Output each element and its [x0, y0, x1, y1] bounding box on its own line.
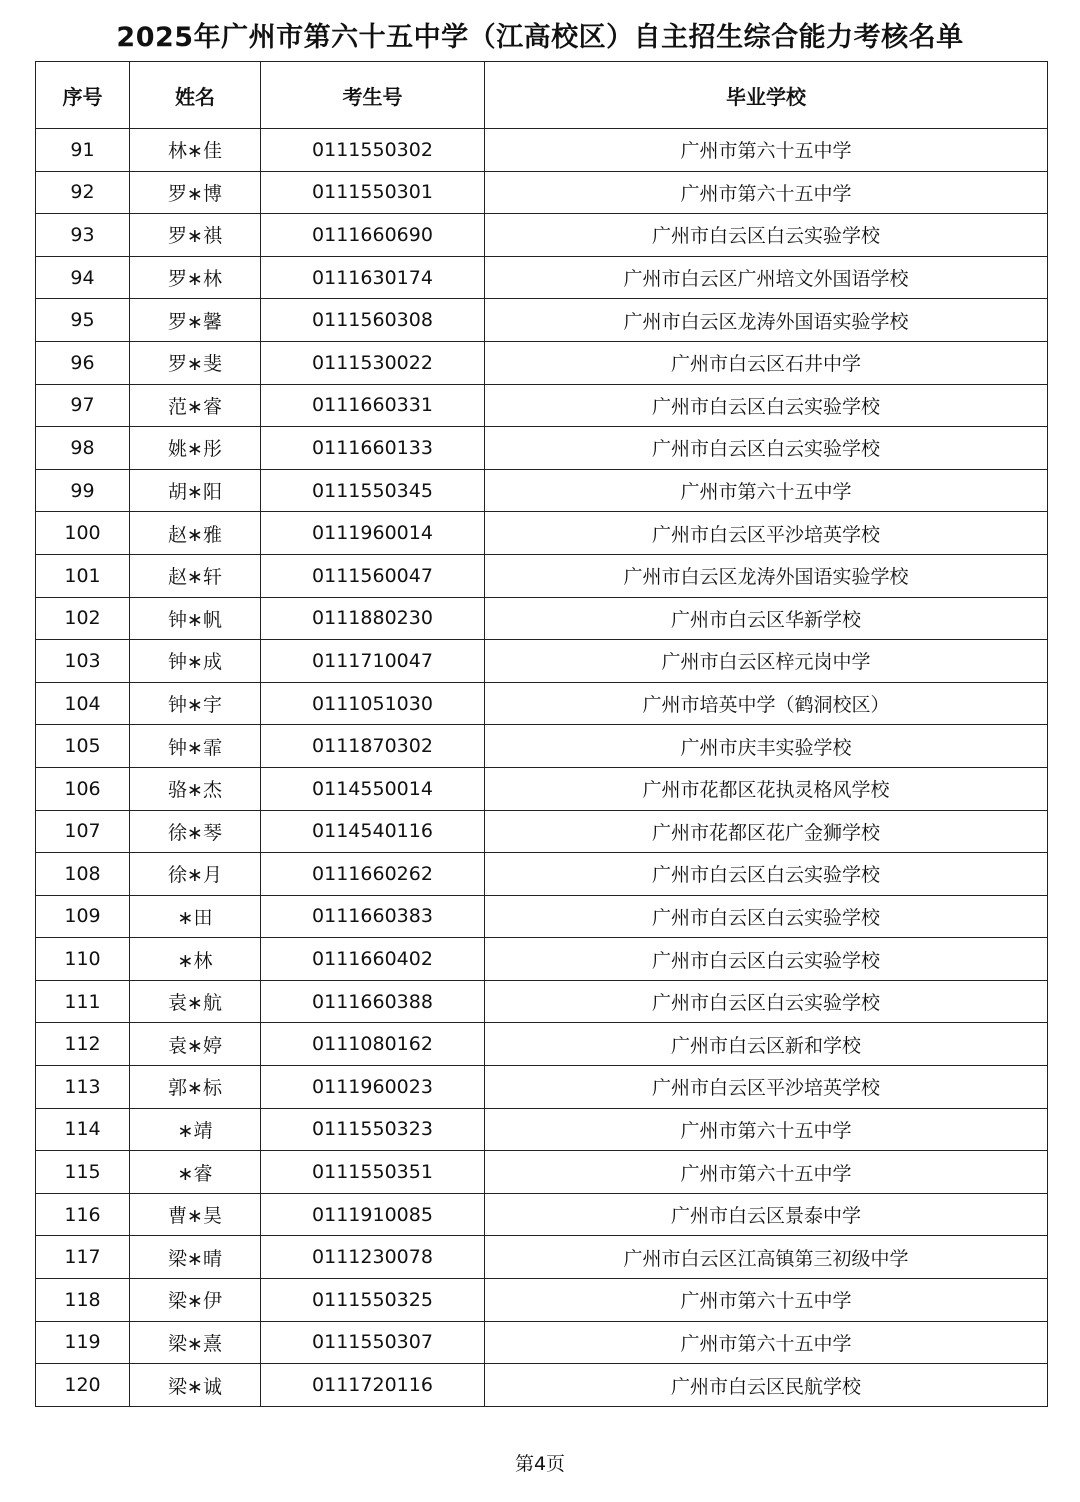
cell-exam-number: 0111550351	[261, 1151, 485, 1194]
table-row	[36, 1023, 1048, 1066]
cell-name: 梁∗诚	[130, 1364, 261, 1407]
table-row	[36, 597, 1048, 640]
cell-seq: 103	[36, 640, 130, 683]
cell-name: 徐∗月	[130, 853, 261, 896]
cell-name: 袁∗航	[130, 980, 261, 1023]
cell-exam-number: 0111960023	[261, 1066, 485, 1109]
cell-school: 广州市白云区白云实验学校	[485, 214, 1048, 257]
cell-name: 梁∗伊	[130, 1279, 261, 1322]
cell-name: ∗靖	[130, 1108, 261, 1151]
cell-name: 罗∗林	[130, 256, 261, 299]
cell-school: 广州市白云区民航学校	[485, 1364, 1048, 1407]
cell-exam-number: 0111550301	[261, 171, 485, 214]
header-row	[36, 62, 1048, 129]
table-row	[36, 1236, 1048, 1279]
table-row	[36, 214, 1048, 257]
table-row	[36, 1193, 1048, 1236]
cell-seq: 108	[36, 853, 130, 896]
candidate-table	[35, 61, 1048, 1407]
cell-seq: 115	[36, 1151, 130, 1194]
table-row	[36, 1364, 1048, 1407]
cell-exam-number: 0111880230	[261, 597, 485, 640]
table-row	[36, 640, 1048, 683]
cell-school: 广州市第六十五中学	[485, 1279, 1048, 1322]
cell-name: 骆∗杰	[130, 767, 261, 810]
table-row	[36, 129, 1048, 172]
cell-exam-number: 0111660331	[261, 384, 485, 427]
cell-name: 郭∗标	[130, 1066, 261, 1109]
table-row	[36, 682, 1048, 725]
table-row	[36, 767, 1048, 810]
header-seq: 序号	[36, 62, 130, 129]
cell-exam-number: 0111550325	[261, 1279, 485, 1322]
cell-school: 广州市白云区龙涛外国语实验学校	[485, 299, 1048, 342]
cell-exam-number: 0111080162	[261, 1023, 485, 1066]
cell-exam-number: 0111630174	[261, 256, 485, 299]
cell-exam-number: 0111660262	[261, 853, 485, 896]
table-header	[36, 62, 1048, 129]
cell-school: 广州市白云区新和学校	[485, 1023, 1048, 1066]
table-row	[36, 1321, 1048, 1364]
cell-exam-number: 0111720116	[261, 1364, 485, 1407]
cell-seq: 91	[36, 129, 130, 172]
table-row	[36, 1151, 1048, 1194]
cell-exam-number: 0111660388	[261, 980, 485, 1023]
table-row	[36, 938, 1048, 981]
cell-exam-number: 0111660133	[261, 427, 485, 470]
cell-seq: 116	[36, 1193, 130, 1236]
cell-exam-number: 0111550345	[261, 469, 485, 512]
cell-seq: 112	[36, 1023, 130, 1066]
cell-exam-number: 0111560047	[261, 554, 485, 597]
table-row	[36, 1108, 1048, 1151]
cell-seq: 98	[36, 427, 130, 470]
cell-name: 姚∗彤	[130, 427, 261, 470]
cell-name: ∗林	[130, 938, 261, 981]
table-row	[36, 810, 1048, 853]
cell-seq: 120	[36, 1364, 130, 1407]
cell-school: 广州市白云区广州培文外国语学校	[485, 256, 1048, 299]
table-row	[36, 725, 1048, 768]
cell-seq: 101	[36, 554, 130, 597]
cell-school: 广州市白云区白云实验学校	[485, 895, 1048, 938]
cell-exam-number: 0111870302	[261, 725, 485, 768]
cell-exam-number: 0111550307	[261, 1321, 485, 1364]
cell-school: 广州市白云区平沙培英学校	[485, 1066, 1048, 1109]
table-row	[36, 853, 1048, 896]
cell-seq: 110	[36, 938, 130, 981]
cell-seq: 118	[36, 1279, 130, 1322]
cell-seq: 94	[36, 256, 130, 299]
cell-seq: 100	[36, 512, 130, 555]
cell-name: 梁∗熹	[130, 1321, 261, 1364]
cell-name: 徐∗琴	[130, 810, 261, 853]
cell-name: 林∗佳	[130, 129, 261, 172]
cell-school: 广州市白云区江高镇第三初级中学	[485, 1236, 1048, 1279]
cell-school: 广州市庆丰实验学校	[485, 725, 1048, 768]
cell-exam-number: 0111660402	[261, 938, 485, 981]
cell-school: 广州市第六十五中学	[485, 129, 1048, 172]
cell-name: 胡∗阳	[130, 469, 261, 512]
cell-seq: 117	[36, 1236, 130, 1279]
cell-seq: 105	[36, 725, 130, 768]
cell-seq: 97	[36, 384, 130, 427]
cell-exam-number: 0111710047	[261, 640, 485, 683]
table-row	[36, 554, 1048, 597]
cell-school: 广州市第六十五中学	[485, 469, 1048, 512]
cell-name: 罗∗博	[130, 171, 261, 214]
cell-school: 广州市白云区白云实验学校	[485, 427, 1048, 470]
cell-school: 广州市白云区白云实验学校	[485, 938, 1048, 981]
cell-school: 广州市第六十五中学	[485, 1151, 1048, 1194]
header-name: 姓名	[130, 62, 261, 129]
cell-seq: 107	[36, 810, 130, 853]
cell-exam-number: 0111960014	[261, 512, 485, 555]
cell-exam-number: 0111660383	[261, 895, 485, 938]
cell-name: 曹∗昊	[130, 1193, 261, 1236]
header-exam-number: 考生号	[261, 62, 485, 129]
cell-school: 广州市第六十五中学	[485, 171, 1048, 214]
cell-exam-number: 0114540116	[261, 810, 485, 853]
cell-name: 钟∗霏	[130, 725, 261, 768]
cell-school: 广州市白云区景泰中学	[485, 1193, 1048, 1236]
cell-name: 钟∗宇	[130, 682, 261, 725]
table-row	[36, 171, 1048, 214]
cell-name: ∗睿	[130, 1151, 261, 1194]
cell-exam-number: 0111560308	[261, 299, 485, 342]
cell-exam-number: 0111550323	[261, 1108, 485, 1151]
cell-school: 广州市第六十五中学	[485, 1108, 1048, 1151]
cell-seq: 95	[36, 299, 130, 342]
cell-name: 罗∗馨	[130, 299, 261, 342]
table-row	[36, 256, 1048, 299]
table-row	[36, 469, 1048, 512]
cell-seq: 104	[36, 682, 130, 725]
cell-seq: 109	[36, 895, 130, 938]
table-row	[36, 341, 1048, 384]
table-row	[36, 299, 1048, 342]
cell-seq: 102	[36, 597, 130, 640]
cell-seq: 111	[36, 980, 130, 1023]
cell-name: 范∗睿	[130, 384, 261, 427]
cell-name: 袁∗婷	[130, 1023, 261, 1066]
table-row	[36, 512, 1048, 555]
table-row	[36, 384, 1048, 427]
page-number: 第4页	[514, 1453, 566, 1475]
cell-seq: 93	[36, 214, 130, 257]
cell-seq: 106	[36, 767, 130, 810]
cell-school: 广州市白云区白云实验学校	[485, 980, 1048, 1023]
cell-school: 广州市白云区白云实验学校	[485, 384, 1048, 427]
cell-school: 广州市培英中学（鹤洞校区）	[485, 682, 1048, 725]
cell-exam-number: 0114550014	[261, 767, 485, 810]
table-row	[36, 1279, 1048, 1322]
cell-school: 广州市白云区石井中学	[485, 341, 1048, 384]
cell-seq: 113	[36, 1066, 130, 1109]
cell-name: ∗田	[130, 895, 261, 938]
cell-exam-number: 0111660690	[261, 214, 485, 257]
cell-exam-number: 0111550302	[261, 129, 485, 172]
cell-school: 广州市白云区平沙培英学校	[485, 512, 1048, 555]
table-body	[36, 129, 1048, 1407]
cell-name: 钟∗帆	[130, 597, 261, 640]
cell-seq: 92	[36, 171, 130, 214]
cell-school: 广州市花都区花广金狮学校	[485, 810, 1048, 853]
cell-exam-number: 0111530022	[261, 341, 485, 384]
cell-seq: 119	[36, 1321, 130, 1364]
cell-exam-number: 0111910085	[261, 1193, 485, 1236]
cell-school: 广州市白云区白云实验学校	[485, 853, 1048, 896]
cell-name: 赵∗轩	[130, 554, 261, 597]
cell-seq: 96	[36, 341, 130, 384]
document-title: 2025年广州市第六十五中学（江高校区）自主招生综合能力考核名单	[116, 22, 964, 53]
table-row	[36, 427, 1048, 470]
cell-name: 罗∗斐	[130, 341, 261, 384]
cell-school: 广州市花都区花执灵格风学校	[485, 767, 1048, 810]
cell-name: 赵∗雅	[130, 512, 261, 555]
cell-seq: 99	[36, 469, 130, 512]
cell-school: 广州市白云区梓元岗中学	[485, 640, 1048, 683]
cell-exam-number: 0111230078	[261, 1236, 485, 1279]
cell-name: 梁∗晴	[130, 1236, 261, 1279]
table-row	[36, 895, 1048, 938]
table-row	[36, 1066, 1048, 1109]
cell-name: 罗∗祺	[130, 214, 261, 257]
cell-exam-number: 0111051030	[261, 682, 485, 725]
cell-school: 广州市白云区华新学校	[485, 597, 1048, 640]
header-school: 毕业学校	[485, 62, 1048, 129]
cell-seq: 114	[36, 1108, 130, 1151]
cell-school: 广州市白云区龙涛外国语实验学校	[485, 554, 1048, 597]
cell-school: 广州市第六十五中学	[485, 1321, 1048, 1364]
cell-name: 钟∗成	[130, 640, 261, 683]
table-row	[36, 980, 1048, 1023]
